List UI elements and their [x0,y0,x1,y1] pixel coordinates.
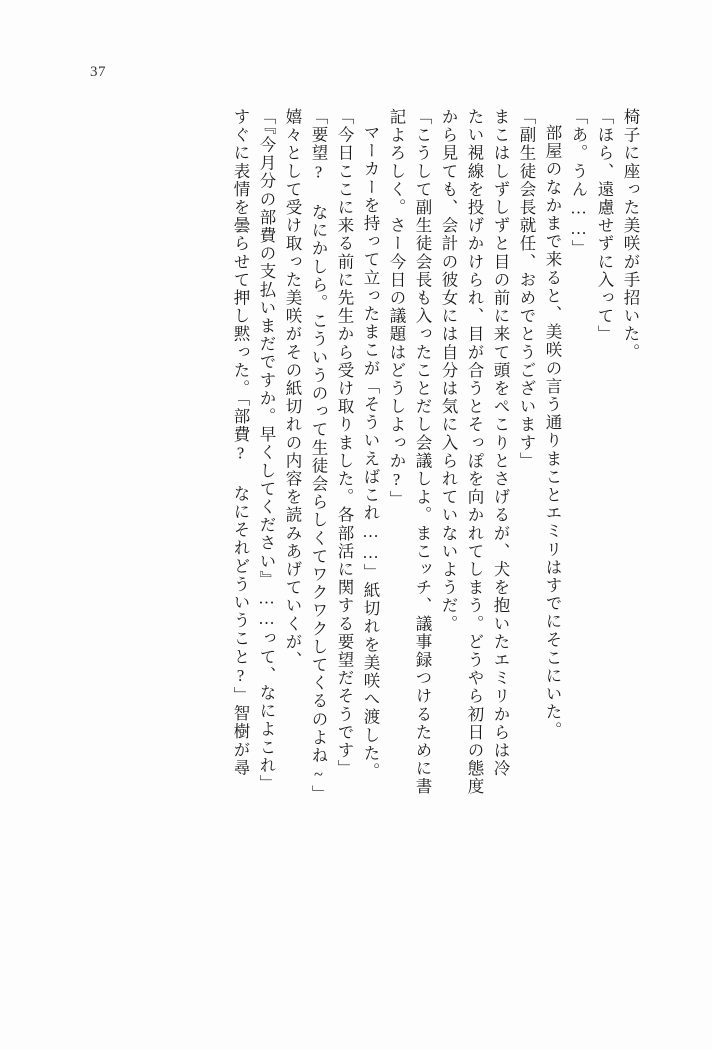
text-line: から見ても、会計の彼女には自分は気に入られていないようだ。 [439,108,458,633]
page-number: 37 [90,64,106,80]
text-line: 「要望? なにかしら。こういうのって生徒会らしくてワクワクしてくるのよね~」 [309,108,328,804]
text-line: 「ほら、遠慮せずに入って」 [595,108,614,344]
text-line: 「こうして副生徒会長も入ったことだし会議しよ。まこッチ、議事録つけるために書 [413,108,432,796]
vertical-text-body [78,108,638,983]
text-line: 椅子に座った美咲が手招いた。 [621,108,640,362]
text-line: マーカーを持って立ったまこが「そういえばこれ……」紙切れを美咲へ渡した。 [361,124,380,781]
text-line: 「副生徒会長就任、おめでとうございます」 [517,108,536,470]
text-line: 「今日ここに来る前に先生から受け取りました。各部活に関する要望だそうです」 [335,108,354,778]
text-line: たい視線を投げかけられ、目が合うとそっぽを向かれてしまう。どうやら初日の態度 [465,108,484,796]
text-line: まこはしずしずと目の前に来て頭をぺこりとさげるが、犬を抱いたエミリからは冷 [491,108,510,778]
text-line: 嬉々として受け取った美咲がその紙切れの内容を読みあげていくが、 [283,108,302,670]
text-line: 「あ。うん……」 [569,108,588,258]
text-line: 記よろしく。さー今日の議題はどうしよっか?」 [387,108,406,509]
text-line: すぐに表情を曇らせて押し黙った。「部費? なにそれどういうこと?」智樹が尋 [231,108,250,777]
text-line: 「『今月分の部費の支払いまだですか。早くしてください』……って、なによこれ」 [257,108,276,793]
text-line: 部屋のなかまで来ると、美咲の言う通りまことエミリはすでにそこにいた。 [543,124,562,740]
